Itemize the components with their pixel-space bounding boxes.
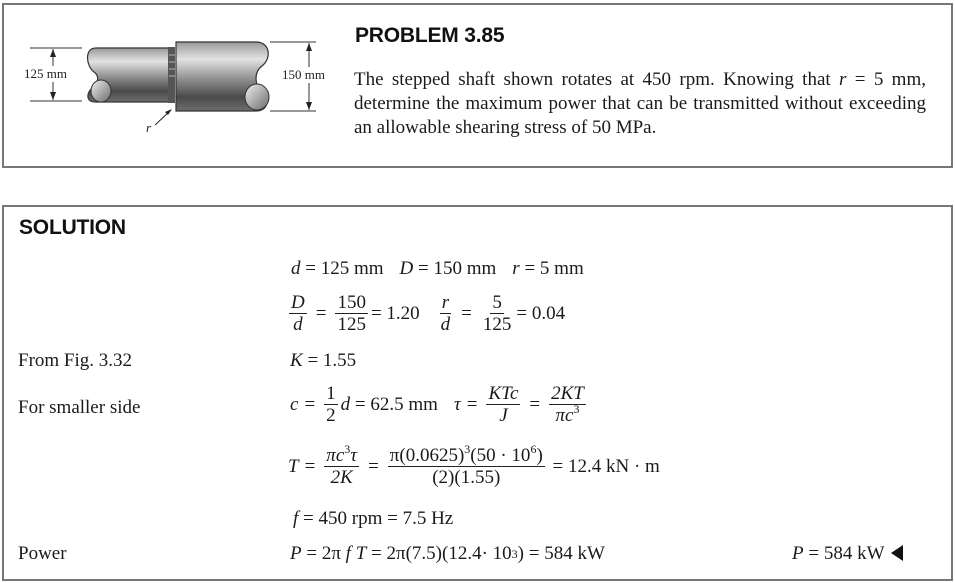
var-d: d: [340, 393, 351, 415]
answer-value: = 584 kW: [803, 543, 885, 564]
numerator: [388, 442, 545, 467]
equals: =: [304, 455, 316, 477]
value: = 450 rpm = 7.5 Hz: [303, 508, 454, 529]
problem-statement: [354, 68, 926, 140]
value: = 1.55: [307, 350, 357, 371]
result: = 12.4 kN · m: [552, 455, 660, 477]
denominator: 2K: [330, 467, 353, 488]
denominator: [554, 402, 582, 426]
denominator: 125: [482, 314, 512, 335]
torque-equation: [288, 442, 660, 488]
equals: =: [368, 455, 379, 477]
fraction: [549, 383, 586, 426]
numerator: KTc: [488, 383, 519, 404]
term: ) = 584 kW: [517, 543, 605, 564]
term: = 2π(7.5)(12.4· 10: [366, 543, 512, 564]
term: = 2π: [301, 543, 346, 564]
value: = 125 mm: [305, 258, 384, 279]
numerator: 5: [492, 292, 502, 313]
equals: =: [461, 302, 472, 324]
numerator: D: [291, 292, 305, 313]
label-power: Power: [18, 543, 67, 564]
var-tau: τ: [453, 393, 461, 415]
fraction: [486, 383, 520, 426]
var-K: K: [290, 350, 303, 371]
var-c: c: [290, 393, 299, 415]
result: = 62.5 mm: [354, 393, 438, 415]
var-P: P: [290, 543, 302, 564]
fraction: [335, 292, 368, 335]
fraction: [289, 292, 307, 335]
exponent: 3: [344, 442, 351, 456]
var-f: f: [345, 543, 351, 564]
denominator: d: [293, 314, 303, 335]
K-equation: [290, 350, 356, 372]
c-tau-equation: [290, 383, 589, 426]
power-equation: P = 2π f T = 2π(7.5)(12.4· 10 3 ) = 584 kW: [290, 543, 605, 564]
fraction: [324, 442, 359, 488]
exponent: 3: [464, 442, 471, 456]
term: π(0.0625): [389, 445, 465, 466]
var-r: r: [512, 258, 520, 279]
var-T: T: [355, 543, 367, 564]
variable-r: r: [839, 69, 847, 90]
fraction: [388, 442, 545, 488]
denominator: 125: [337, 314, 366, 335]
numerator: 150: [337, 292, 366, 313]
fillet-radius-label: r: [146, 120, 152, 135]
equals: =: [315, 302, 327, 324]
large-diameter-label: 150 mm: [282, 67, 325, 82]
exponent: 6: [530, 442, 537, 456]
var-f: f: [293, 508, 299, 529]
equals: =: [304, 393, 316, 415]
tail: τ: [350, 445, 358, 466]
problem-text-part: The stepped shaft shown rotates at 450 rpm. Knowing that: [354, 69, 840, 90]
equals: =: [529, 393, 541, 415]
base: πc: [326, 445, 345, 466]
small-diameter-label: 125 mm: [24, 66, 67, 81]
denominator: d: [440, 314, 451, 335]
value: = 5 mm: [524, 258, 584, 279]
given-values: [291, 258, 584, 280]
numerator: [324, 442, 359, 467]
frequency-equation: [293, 508, 453, 530]
fraction: [481, 292, 514, 335]
denominator: J: [499, 405, 508, 426]
fraction: [324, 383, 338, 426]
numerator: r: [441, 292, 450, 313]
var-T: T: [288, 455, 299, 477]
var-d: d: [291, 258, 301, 279]
value: = 150 mm: [418, 258, 497, 279]
result: = 1.20: [370, 302, 420, 324]
numerator: 2KT: [551, 383, 584, 404]
exponent: 3: [573, 402, 580, 416]
var-P: P: [792, 543, 804, 564]
numerator: 1: [326, 383, 336, 404]
solution-title: SOLUTION: [19, 216, 126, 239]
denominator: (2)(1.55): [432, 467, 501, 488]
var-D: D: [399, 258, 414, 279]
term: ): [536, 445, 543, 466]
fraction: [439, 292, 453, 335]
result: = 0.04: [516, 302, 566, 324]
ratio-equations: [286, 292, 565, 335]
denominator: 2: [326, 405, 336, 426]
final-answer: [792, 543, 903, 565]
base: πc: [555, 405, 574, 426]
problem-title: PROBLEM 3.85: [355, 24, 505, 47]
label-smaller-side: For smaller side: [18, 397, 141, 418]
label-fig-ref: From Fig. 3.32: [18, 350, 133, 371]
equals: =: [466, 393, 478, 415]
term: (50 · 10: [470, 445, 531, 466]
problem-text-part: = 5 mm, determine the maximum power that can be transmitted without exceeding an allowable shearing stress of 50 MPa.: [354, 69, 926, 138]
answer-marker-icon: [891, 545, 903, 561]
